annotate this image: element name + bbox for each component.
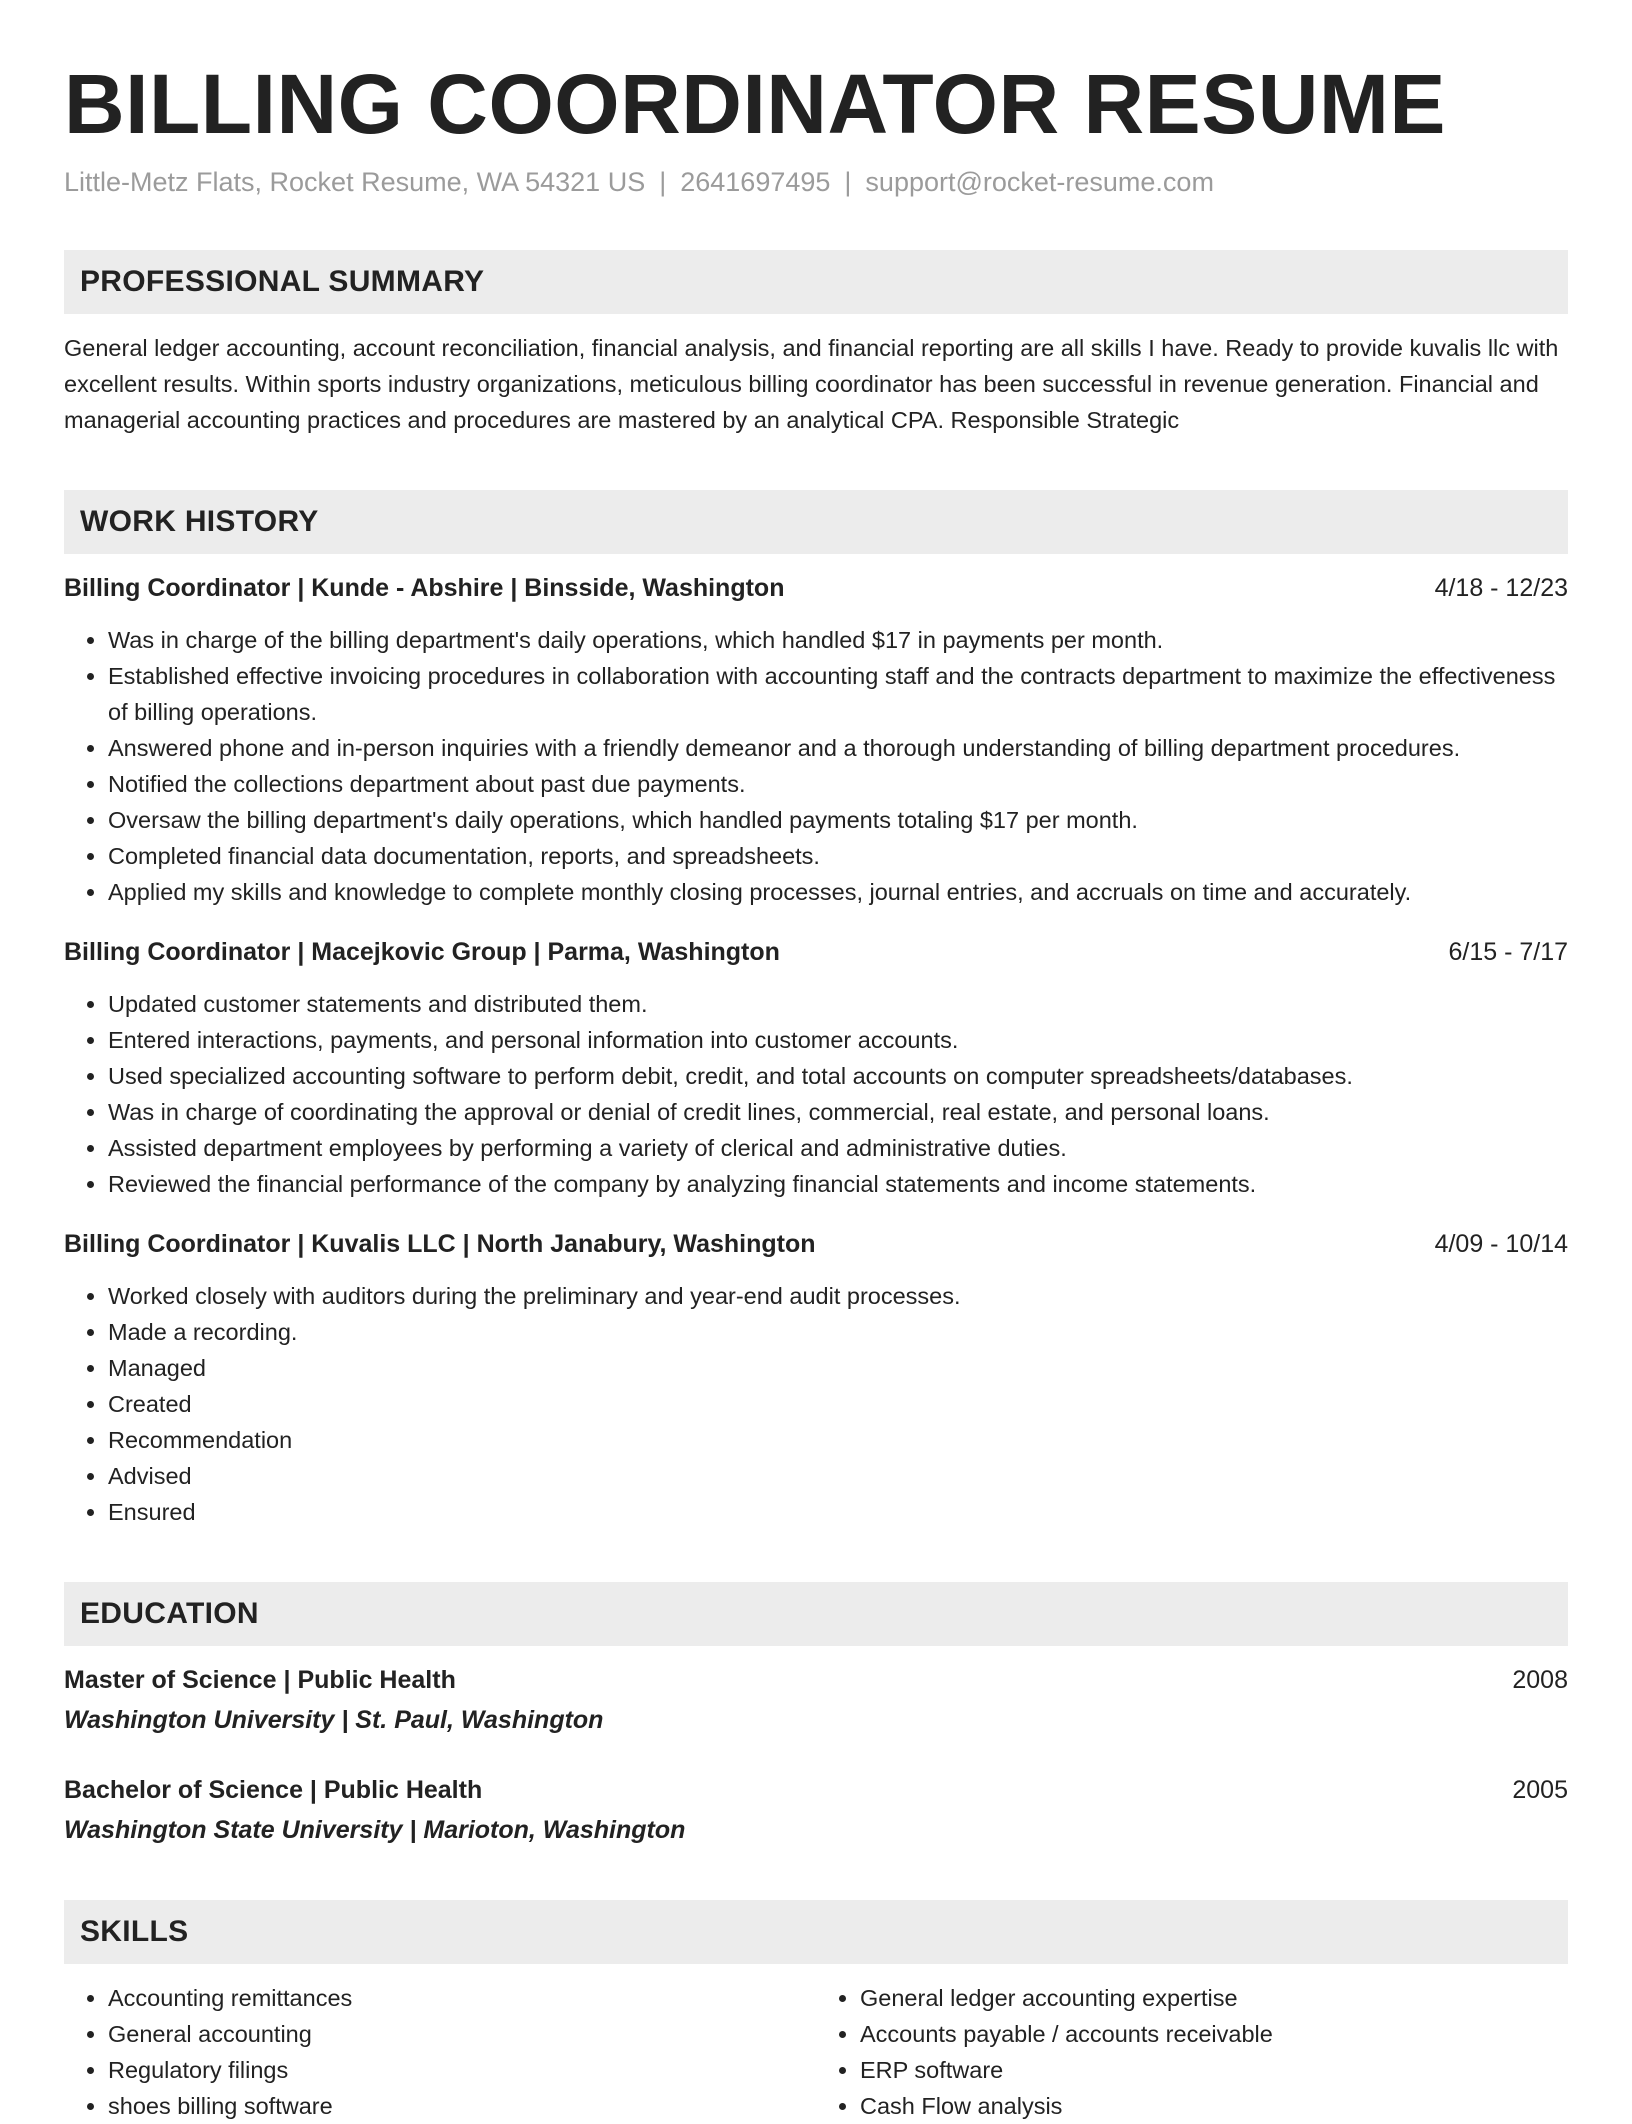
job-bullets [64,622,1568,910]
skill-item: • Cash Flow analysis [860,2088,1568,2124]
skills-column-left [64,1980,816,2124]
job-bullet: • Made a recording. [108,1314,1568,1350]
job-bullet: • Used specialized accounting software to perform debit, credit, and total accounts on computer spreadsheets/databases. [108,1058,1568,1094]
contact-address: Little-Metz Flats, Rocket Resume, WA 54321 US [64,167,646,197]
job-bullet: • Created [108,1386,1568,1422]
education-header [64,1662,1568,1698]
skill-item: • Accounting remittances [108,1980,816,2016]
contact-separator: | [659,167,667,197]
job-bullet: • Advised [108,1458,1568,1494]
summary-text: General ledger accounting, account reconciliation, financial analysis, and financial reporting are all skills I have. Ready to provide kuvalis llc with excellent results. Within sports industry organizations, meticulous billing coordinator has been successful in revenue generation. Financial and managerial accounting practices and procedures are mastered by an analytical CPA. Responsible Strategic [64,335,1559,433]
job-bullet: • Applied my skills and knowledge to complete monthly closing processes, journal entries, and accruals on time and accurately. [108,874,1568,910]
resume-title: BILLING COORDINATOR RESUME [64,57,1446,151]
degree: Master of Science | Public Health [64,1666,456,1694]
graduation-year: 2008 [1512,1666,1568,1694]
education-entry [64,1662,1568,1738]
skill-item: • General accounting [108,2016,816,2052]
job-header [64,1226,1568,1262]
job-title: Billing Coordinator | Kuvalis LLC | North Janabury, Washington [64,1230,816,1258]
job-bullets [64,1278,1568,1530]
contact-phone: 2641697495 [680,167,831,197]
job-title: Billing Coordinator | Macejkovic Group | Parma, Washington [64,938,780,966]
skill-item: • ERP software [860,2052,1568,2088]
job-bullet: • Assisted department employees by performing a variety of clerical and administrative duties. [108,1130,1568,1166]
job-bullet: • Established effective invoicing procedures in collaboration with accounting staff and the contracts department to maximize the effectiveness of billing operations. [108,658,1568,730]
job-dates: 4/09 - 10/14 [1434,1230,1568,1258]
work-history-heading: WORK HISTORY [64,490,1568,554]
job-bullet: • Reviewed the financial performance of the company by analyzing financial statements and income statements. [108,1166,1568,1202]
graduation-year: 2005 [1512,1776,1568,1804]
school: Washington University | St. Paul, Washington [64,1706,604,1734]
summary-heading: PROFESSIONAL SUMMARY [64,250,1568,314]
job-entry [64,570,1568,910]
job-bullet: • Completed financial data documentation, reports, and spreadsheets. [108,838,1568,874]
education-header [64,1772,1568,1808]
degree: Bachelor of Science | Public Health [64,1776,483,1804]
contact-separator: | [844,167,852,197]
job-bullet: • Notified the collections department about past due payments. [108,766,1568,802]
education-entry [64,1772,1568,1848]
skill-item: • Accounts payable / accounts receivable [860,2016,1568,2052]
skill-item: • Regulatory filings [108,2052,816,2088]
job-bullets [64,986,1568,1202]
job-entry [64,1226,1568,1530]
contact-email: support@rocket-resume.com [865,167,1214,197]
skills-list [64,1980,1568,2124]
job-bullet: • Ensured [108,1494,1568,1530]
education-heading: EDUCATION [64,1582,1568,1646]
school: Washington State University | Marioton, Washington [64,1816,686,1844]
skills-heading: SKILLS [64,1900,1568,1964]
job-bullet: • Managed [108,1350,1568,1386]
job-title: Billing Coordinator | Kunde - Abshire | Binsside, Washington [64,574,785,602]
job-bullet: • Updated customer statements and distributed them. [108,986,1568,1022]
job-dates: 6/15 - 7/17 [1448,938,1568,966]
contact-line [64,164,1568,200]
job-bullet: • Was in charge of the billing department's daily operations, which handled $17 in payments per month. [108,622,1568,658]
job-header [64,570,1568,606]
job-bullet: • Oversaw the billing department's daily operations, which handled payments totaling $17 per month. [108,802,1568,838]
skills-column-right [816,1980,1568,2124]
job-bullet: • Was in charge of coordinating the approval or denial of credit lines, commercial, real estate, and personal loans. [108,1094,1568,1130]
job-dates: 4/18 - 12/23 [1434,574,1568,602]
job-bullet: • Recommendation [108,1422,1568,1458]
job-header [64,934,1568,970]
job-entry [64,934,1568,1202]
skill-item: • shoes billing software [108,2088,816,2124]
job-bullet: • Entered interactions, payments, and personal information into customer accounts. [108,1022,1568,1058]
job-bullet: • Answered phone and in-person inquiries with a friendly demeanor and a thorough understanding of billing department procedures. [108,730,1568,766]
skill-item: • General ledger accounting expertise [860,1980,1568,2016]
job-bullet: • Worked closely with auditors during the preliminary and year-end audit processes. [108,1278,1568,1314]
